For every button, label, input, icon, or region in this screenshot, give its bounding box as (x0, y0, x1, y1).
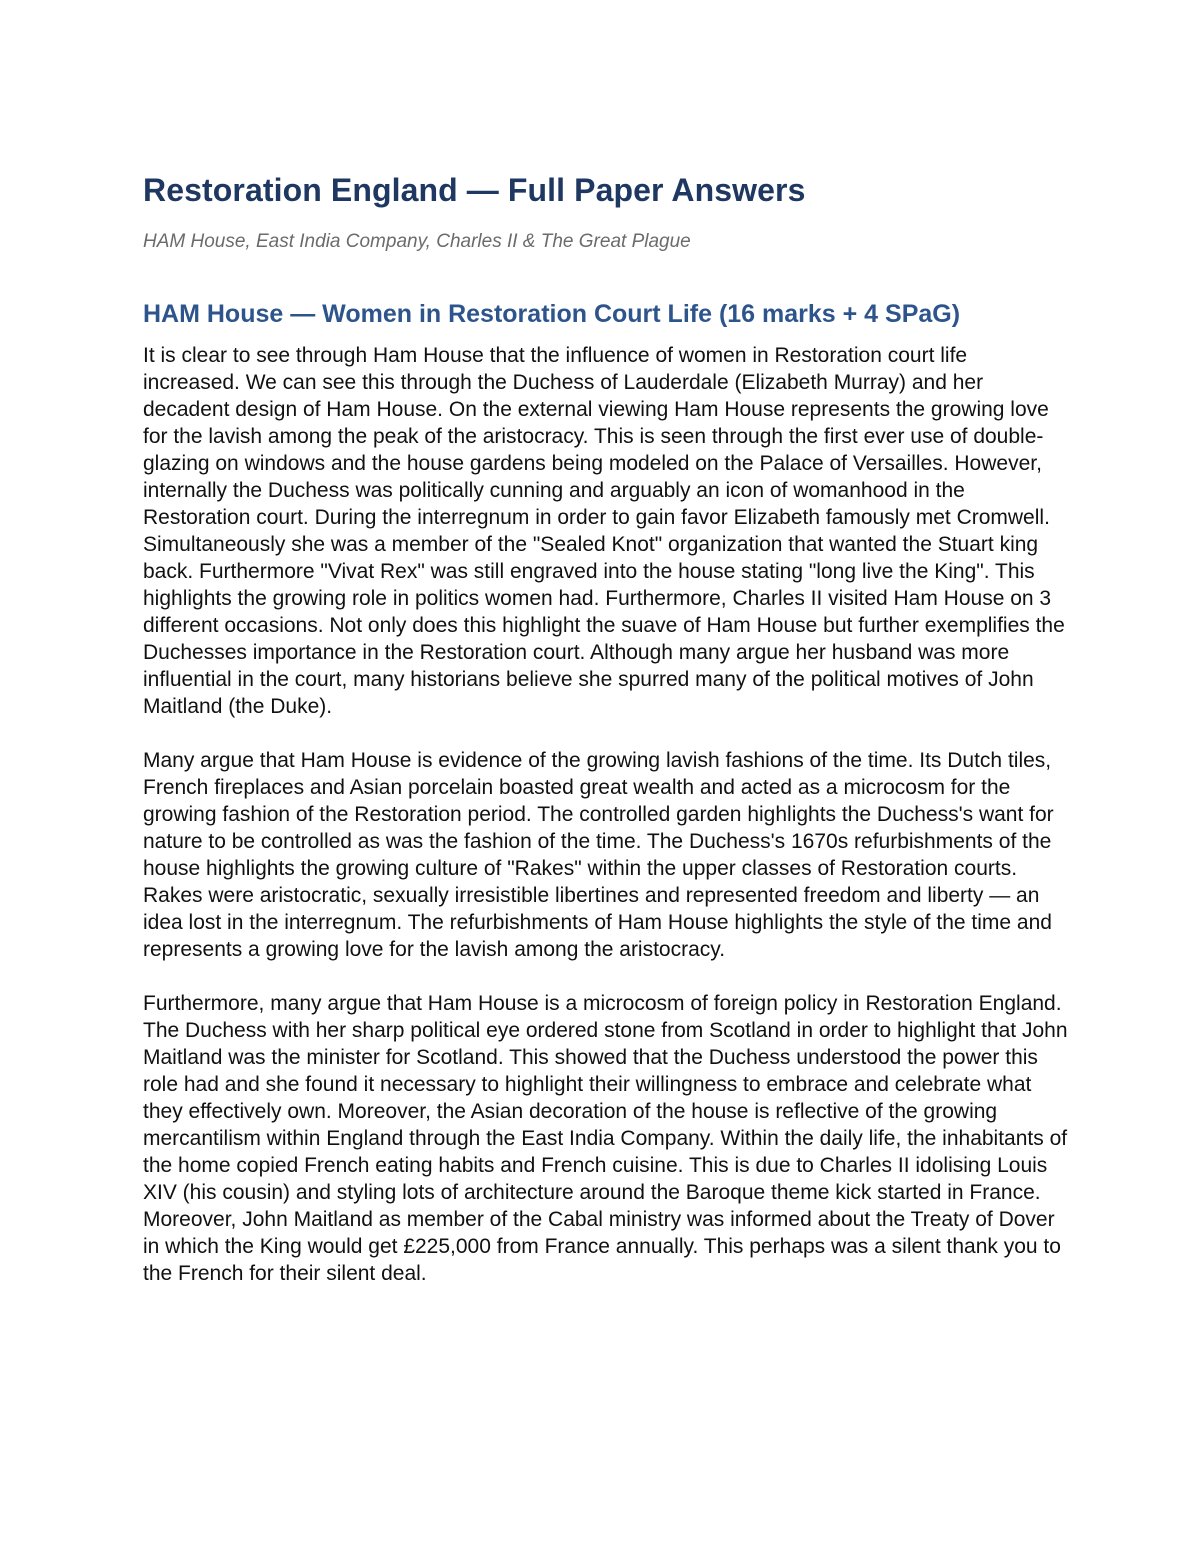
document-title: Restoration England — Full Paper Answers (143, 172, 806, 208)
paragraph-foreign-policy: Furthermore, many argue that Ham House is a microcosm of foreign policy in Restoration England. The Duchess with her sharp political eye ordered stone from Scotland in order to highlight that John Maitland was the minister for Scotland. This showed that the Duchess understood the power this role had and she found it necessary to highlight their willingness to embrace and celebrate what they effectively own. Moreover, the Asian decoration of the house is reflective of the growing mercantilism within England through the East India Company. Within the daily life, the inhabitants of the home copied French eating habits and French cuisine. This is due to Charles II idolising Louis XIV (his cousin) and styling lots of architecture around the Baroque theme kick started in France. Moreover, John Maitland as member of the Cabal ministry was informed about the Treaty of Dover in which the King would get £225,000 from France annually. This perhaps was a silent thank you to the French for their silent deal. (143, 992, 1068, 1285)
paragraph-women-influence: It is clear to see through Ham House that the influence of women in Restoration court life increased. We can see this through the Duchess of Lauderdale (Elizabeth Murray) and her decadent design of Ham House. On the external viewing Ham House represents the growing love for the lavish among the peak of the aristocracy. This is seen through the first ever use of double-glazing on windows and the house gardens being modeled on the Palace of Versailles. However, internally the Duchess was politically cunning and arguably an icon of womanhood in the Restoration court. During the interregnum in order to gain favor Elizabeth famously met Cromwell. Simultaneously she was a member of the "Sealed Knot" organization that wanted the Stuart king back. Furthermore "Vivat Rex" was still engraved into the house stating "long live the King". This highlights the growing role in politics women had. Furthermore, Charles II visited Ham House on 3 different occasions. Not only does this highlight the suave of Ham House but further exemplifies the Duchesses importance in the Restoration court. Although many argue her husband was more influential in the court, many historians believe she spurred many of the political motives of John Maitland (the Duke). (143, 344, 1065, 718)
document-subtitle: HAM House, East India Company, Charles II & The Great Plague (143, 231, 691, 252)
document-page (143, 168, 1068, 1287)
section-heading: HAM House — Women in Restoration Court Life (16 marks + 4 SPaG) (143, 300, 961, 328)
paragraph-lavish-fashions: Many argue that Ham House is evidence of the growing lavish fashions of the time. Its Dutch tiles, French fireplaces and Asian porcelain boasted great wealth and acted as a microcosm for the growing fashion of the Restoration period. The controlled garden highlights the Duchess's want for nature to be controlled as was the fashion of the time. The Duchess's 1670s refurbishments of the house highlights the growing culture of "Rakes" within the upper classes of Restoration courts. Rakes were aristocratic, sexually irresistible libertines and represented freedom and liberty — an idea lost in the interregnum. The refurbishments of Ham House highlights the style of the time and represents a growing love for the lavish among the aristocracy. (143, 749, 1054, 961)
section-body (143, 342, 1068, 1287)
